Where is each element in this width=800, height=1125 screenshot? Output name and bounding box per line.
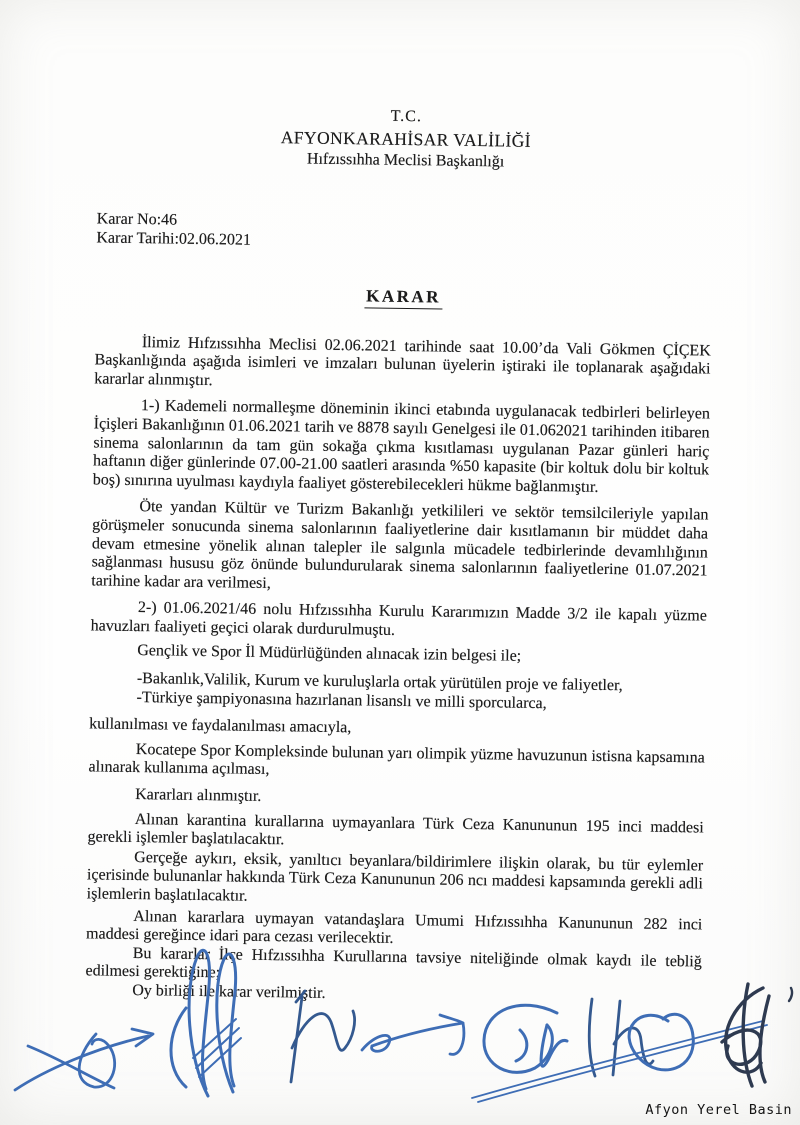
signature-4 <box>362 1015 464 1054</box>
signature-5 <box>484 1005 567 1072</box>
paragraph-bullet-athletes: -Türkiye şampiyonasına hazırlanan lisanslı ve milli sporcularca, <box>136 688 547 712</box>
paragraph-notification: Bu kararlar İlçe Hıfzıssıhha Kurullarına tavsiye niteliğinde olmak kaydı ile tebliğ edilmesi gerektiğine; <box>85 944 702 982</box>
paragraph-item-1: 1-) Kademeli normalleşme döneminin ikinci etabında uygulanacak tedbirleri belirleyen İçişleri Bakanlığının 01.06.2021 tarih ve 8878 sayılı Genelgesi ile 01.062021 tarihinden itibaren sinema salonlarının da tam gün sokağa çıkma kısıtlaması uygulanan Pazar günleri hariç haftanın diğer günlerinde 07.00-21.00 saatleri arasında %50 kapasite (bir koltuk dolu bir koltuk boş) sınırına uyulması kaydıyla faaliyet gösterebilecekleri hükme bağlanmıştır. <box>92 397 711 496</box>
header-department: Hıfzıssıhha Meclisi Başkanlığı <box>306 150 505 171</box>
paragraph-bullet-projects: -Bakanlık,Valilik, Kurum ve kuruluşlarla ortak yürütülen proje ve faliyetler, <box>136 670 623 695</box>
paragraph-unanimous: Oy birliği ile karar verilmiştir. <box>132 982 326 1002</box>
signature-1 <box>15 1029 153 1090</box>
paragraph-usage: kullanılması ve faydalanılması amacıyla, <box>89 715 352 737</box>
decision-body <box>85 333 711 1009</box>
signature-3 <box>291 991 355 1082</box>
paragraph-cinema-pause: Öte yandan Kültür ve Turizm Bakanlığı yetkilileri ve sektör temsilcileriyle yapılan görüşmeler sonucunda sinema salonlarının faaliyetlerine dair kısıtlamanın bir müddet daha devam etmesine yönelik alınan talepler ile salgınla mücadele tedbirlerinde devamlılığının sağlanması hususu göz önünde bulundurularak sinema salonlarının faaliyetlerine 01.07.2021 tarihine kadar ara verilmesi, <box>91 498 709 592</box>
header-country: T.C. <box>390 107 423 126</box>
signature-8 <box>722 984 792 1086</box>
decision-number: Karar No:46 <box>96 210 178 229</box>
signature-7 <box>472 1014 767 1102</box>
decision-title: KARAR <box>364 287 443 309</box>
paragraph-kocatepe-pool: Kocatepe Spor Kompleksinde bulunan yarı olimpik yüzme havuzunun istisna kapsamına alınarak kullanıma açılması, <box>88 740 705 779</box>
header-institution: AFYONKARAHİSAR VALİLİĞİ <box>280 127 532 151</box>
paragraph-penalty-282: Alınan kararlara uymayan vatandaşlara Umumi Hıfzıssıhha Kanununun 282 inci maddesi gereğince idari para cezası verilecektir. <box>85 907 703 948</box>
paragraph-permit: Gençlik ve Spor İl Müdürlüğünden alınacak izin belgesi ile; <box>137 641 522 665</box>
signature-6 <box>589 999 653 1076</box>
paragraph-item-2: 2-) 01.06.2021/46 nolu Hıfzıssıhha Kurulu Kararımızın Madde 3/2 ile kapalı yüzme havuzları faaliyeti geçici olarak durdurulmuştu. <box>90 599 708 639</box>
paragraph-intro: İlimiz Hıfzıssıhha Meclisi 02.06.2021 tarihinde saat 10.00’da Vali Gökmen ÇİÇEK Başkanlığında aşağıda isimleri ve imzaları bulunan üyelerin iştiraki ile toplanarak aşağıdaki kararlar alınmıştır. <box>94 333 711 389</box>
document-header <box>97 0 715 177</box>
decision-date: Karar Tarihi:02.06.2021 <box>96 229 252 249</box>
paragraph-penalty-195: Alınan karantina kurallarına uymayanlara Türk Ceza Kanununun 195 inci maddesi gerekli işlemler başlatılacaktır. <box>87 810 704 849</box>
press-watermark: Afyon Yerel Basin <box>645 1102 792 1118</box>
decision-meta <box>96 209 712 256</box>
paragraph-decisions-taken: Kararları alınmıştır. <box>135 786 262 805</box>
decision-title-wrap <box>95 283 711 313</box>
paragraph-penalty-206: Gerçeğe aykırı, eksik, yanıltıcı beyanlara/bildirimlere ilişkin olarak, bu tür eylemler içerisinde bulunanlar hakkında Türk Ceza Kanununun 206 ncı maddesi kapsamında gerekli adli işlemlerin başlatılacaktır. <box>86 848 704 905</box>
decision-document <box>85 0 716 1009</box>
